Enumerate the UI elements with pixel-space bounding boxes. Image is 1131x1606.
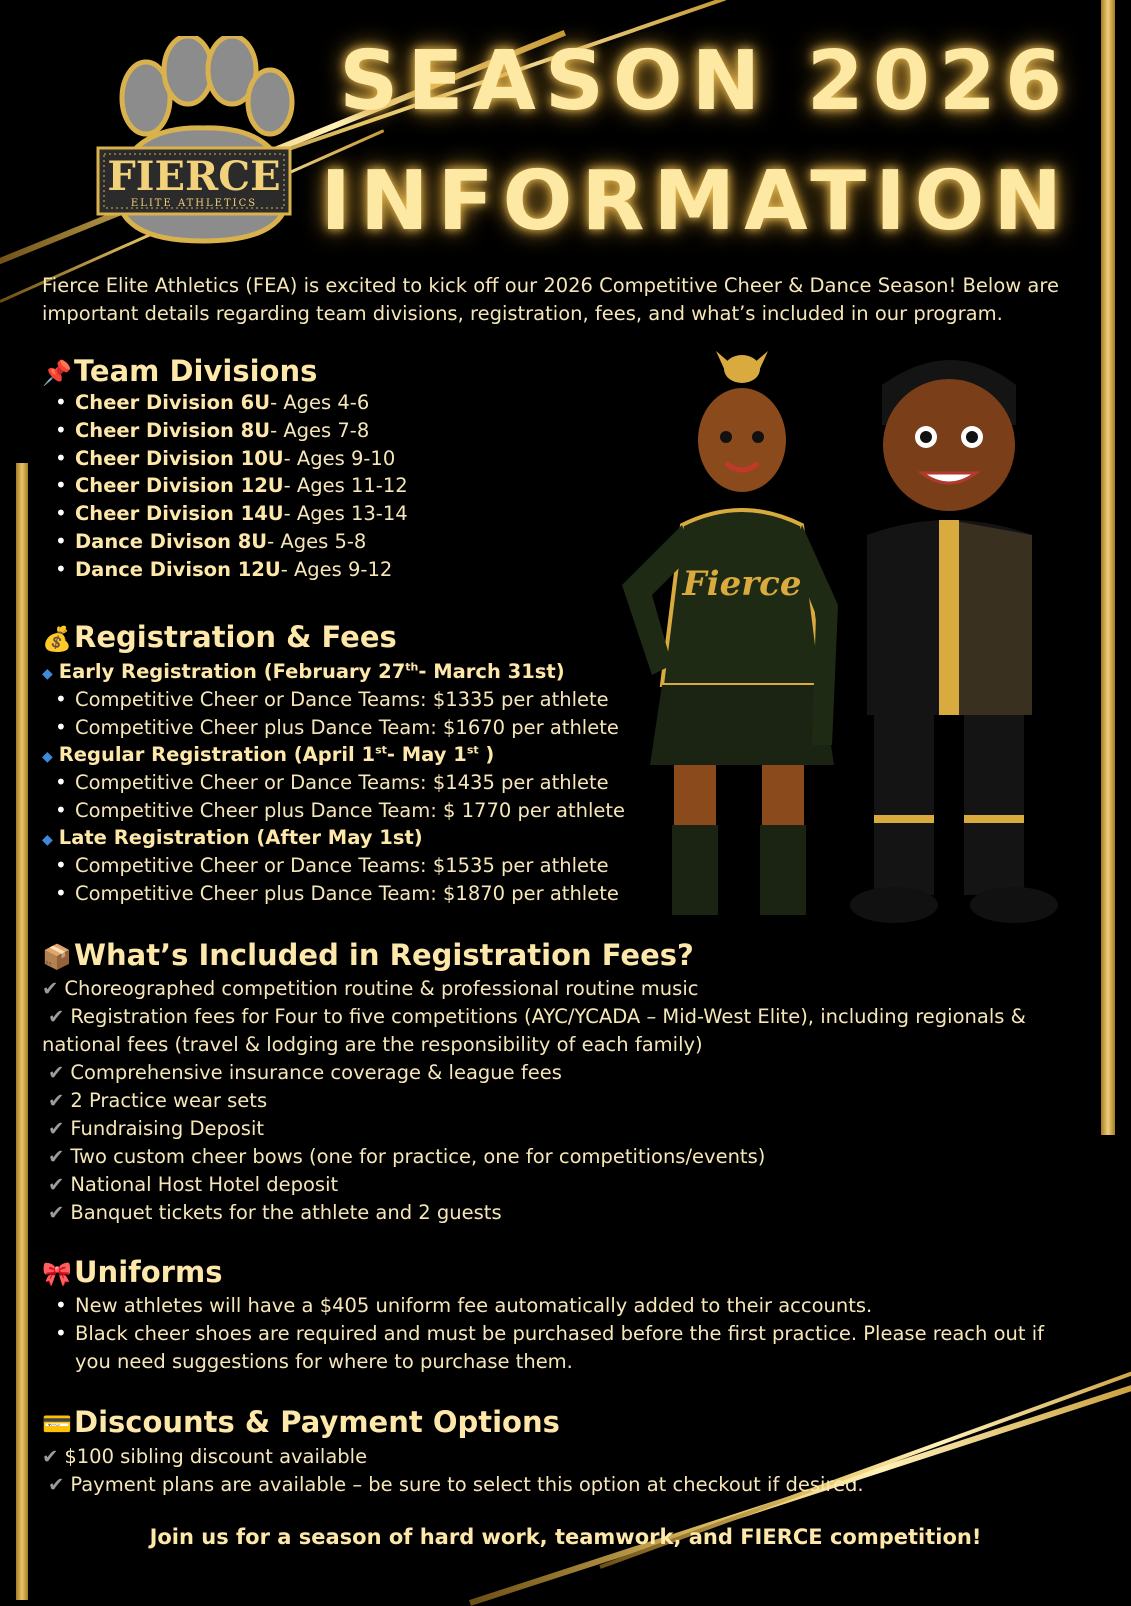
checkmark-icon: ✔: [48, 1089, 65, 1112]
included-heading: 📦What’s Included in Registration Fees?: [42, 938, 694, 972]
regular-registration-label: ◆ Regular Registration (April 1st- May 1st ): [42, 743, 495, 766]
list-item: • Black cheer shoes are required and must be purchased before the first practice. Please reach out if: [52, 1320, 1044, 1348]
checkmark-icon: ✔: [48, 1173, 65, 1196]
fierce-logo: [88, 36, 318, 256]
included-item: ✔ Two custom cheer bows (one for practice, one for competitions/events): [48, 1145, 766, 1168]
included-item: ✔ Choreographed competition routine & professional routine music: [42, 977, 699, 1000]
list-item: • Competitive Cheer plus Dance Team: $1870 per athlete: [52, 880, 619, 908]
closing-tagline: Join us for a season of hard work, teamwork, and FIERCE competition!: [149, 1525, 982, 1549]
late-registration-label: ◆ Late Registration (After May 1st): [42, 826, 423, 849]
gold-frame-left: [16, 463, 28, 1600]
list-item: • Dance Divison 12U- Ages 9-12: [52, 556, 408, 584]
included-item: ✔ 2 Practice wear sets: [48, 1089, 268, 1112]
team-divisions-list: [52, 389, 408, 584]
list-item: • Cheer Division 12U- Ages 11-12: [52, 472, 408, 500]
included-item: ✔ Banquet tickets for the athlete and 2 guests: [48, 1201, 502, 1224]
early-registration-label: ◆ Early Registration (February 27th- March 31st): [42, 660, 565, 683]
checkmark-icon: ✔: [42, 1445, 59, 1468]
discount-item: ✔ Payment plans are available – be sure to select this option at checkout if desired.: [48, 1473, 864, 1496]
uniforms-heading: 🎀Uniforms: [42, 1255, 223, 1289]
list-item: • New athletes will have a $405 uniform fee automatically added to their accounts.: [52, 1292, 1044, 1320]
list-item: • Competitive Cheer or Dance Teams: $1335 per athlete: [52, 686, 619, 714]
list-item: • Competitive Cheer or Dance Teams: $1535 per athlete: [52, 852, 619, 880]
discount-item: ✔ $100 sibling discount available: [42, 1445, 368, 1468]
list-item: • Competitive Cheer plus Dance Team: $ 1770 per athlete: [52, 797, 625, 825]
included-item: ✔ Comprehensive insurance coverage & league fees: [48, 1061, 562, 1084]
list-item: • Cheer Division 8U- Ages 7-8: [52, 417, 408, 445]
dancer-figure: [850, 360, 1058, 923]
page-title: [321, 22, 1071, 262]
list-item: • Cheer Division 10U- Ages 9-10: [52, 445, 408, 473]
early-registration-list: [52, 686, 619, 742]
blue-diamond-icon: ◆: [42, 666, 53, 682]
ribbon-icon: 🎀: [42, 1260, 72, 1288]
svg-text:Fierce: Fierce: [682, 564, 802, 604]
list-item: • Competitive Cheer plus Dance Team: $1670 per athlete: [52, 714, 619, 742]
gold-frame-right: [1101, 0, 1115, 1135]
regular-registration-list: [52, 769, 625, 825]
included-item-continued: national fees (travel & lodging are the responsibility of each family): [42, 1033, 703, 1056]
list-item: • Dance Divison 8U- Ages 5-8: [52, 528, 408, 556]
logo-text: FIERCE: [107, 153, 281, 200]
checkmark-icon: ✔: [48, 1145, 65, 1168]
list-item-continued: you need suggestions for where to purchase them.: [75, 1349, 573, 1373]
blue-diamond-icon: ◆: [42, 749, 53, 765]
title-line-1: SEASON 2026: [339, 34, 1071, 129]
package-icon: 📦: [42, 943, 72, 971]
registration-heading: 💰Registration & Fees: [42, 620, 397, 654]
athletes-illustration: [612, 345, 1090, 945]
intro-paragraph: Fierce Elite Athletics (FEA) is excited to kick off our 2026 Competitive Cheer & Dance Season! Below are important details regarding team divisions, registration, fees, and what’s included in our program.: [42, 274, 1059, 325]
pushpin-icon: 📌: [42, 359, 72, 387]
list-item: • Cheer Division 6U- Ages 4-6: [52, 389, 408, 417]
list-item: • Cheer Division 14U- Ages 13-14: [52, 500, 408, 528]
list-item: • Competitive Cheer or Dance Teams: $1435 per athlete: [52, 769, 625, 797]
discounts-heading: 💳Discounts & Payment Options: [42, 1405, 560, 1439]
included-item: ✔ Registration fees for Four to five competitions (AYC/YCADA – Mid-West Elite), including regionals &: [48, 1005, 1026, 1028]
checkmark-icon: ✔: [48, 1061, 65, 1084]
uniforms-list: [52, 1292, 1044, 1375]
team-divisions-heading: 📌Team Divisions: [42, 354, 318, 388]
logo-subtext: ELITE ATHLETICS: [130, 198, 258, 209]
checkmark-icon: ✔: [48, 1117, 65, 1140]
credit-card-icon: 💳: [42, 1410, 72, 1438]
checkmark-icon: ✔: [48, 1473, 65, 1496]
checkmark-icon: ✔: [48, 1201, 65, 1224]
money-bag-icon: 💰: [42, 625, 72, 653]
checkmark-icon: ✔: [48, 1005, 65, 1028]
checkmark-icon: ✔: [42, 977, 59, 1000]
included-item: ✔ National Host Hotel deposit: [48, 1173, 339, 1196]
blue-diamond-icon: ◆: [42, 832, 53, 848]
title-line-2: INFORMATION: [320, 154, 1071, 249]
late-registration-list: [52, 852, 619, 908]
included-item: ✔ Fundraising Deposit: [48, 1117, 265, 1140]
cheerleader-figure: [622, 351, 838, 915]
